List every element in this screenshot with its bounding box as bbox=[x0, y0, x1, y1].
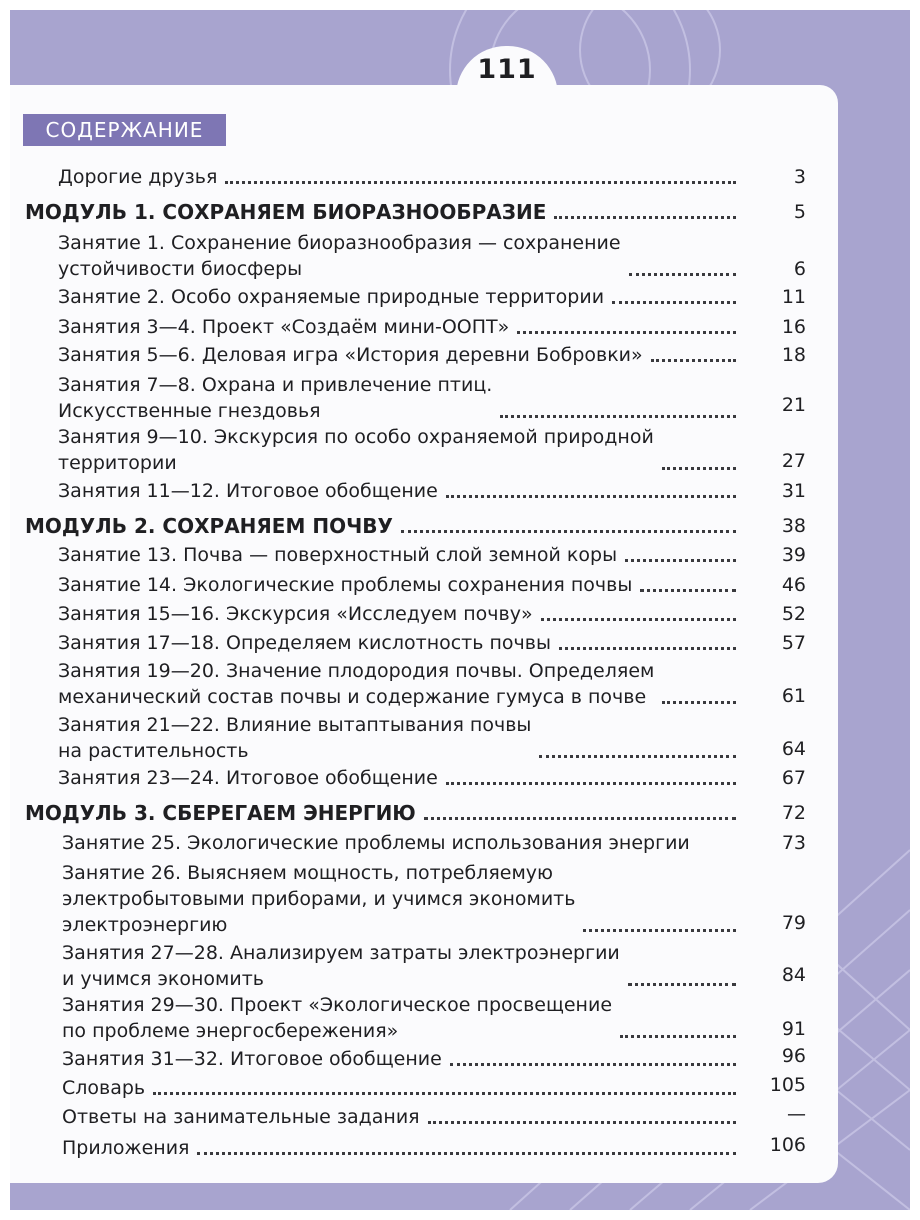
toc-entry-page: 31 bbox=[781, 480, 806, 502]
toc-entry-page: 46 bbox=[781, 574, 806, 596]
toc-entry[interactable] bbox=[62, 860, 744, 938]
toc-entry-title-line2: на растительность bbox=[58, 740, 249, 762]
toc-entry-page: 18 bbox=[781, 344, 806, 366]
toc-entry-page: 21 bbox=[781, 394, 806, 416]
toc-entry-title: Занятия 17—18. Определяем кислотность почвы bbox=[58, 632, 551, 654]
toc-entry-title-line2: Искусственные гнездовья bbox=[58, 400, 321, 422]
toc-entry-title: Словарь bbox=[62, 1077, 146, 1099]
toc-entry[interactable] bbox=[58, 630, 744, 656]
toc-entry-title: Занятие 25. Экологические проблемы использования энергии bbox=[62, 832, 690, 854]
leader-dots bbox=[628, 983, 736, 986]
leader-dots bbox=[662, 701, 736, 704]
leader-dots bbox=[612, 301, 736, 304]
toc-entry-title: Занятия 7—8. Охрана и привлечение птиц. bbox=[58, 374, 493, 396]
toc-entry-page: 57 bbox=[781, 632, 806, 654]
toc-entry-page: 5 bbox=[793, 201, 806, 223]
toc-entry-title: Занятия 21—22. Влияние вытаптывания почвы bbox=[58, 714, 532, 736]
leader-dots bbox=[554, 216, 736, 219]
leader-dots bbox=[629, 273, 736, 276]
toc-entry[interactable] bbox=[62, 1075, 744, 1101]
toc-entry-title: Занятия 5—6. Деловая игра «История деревни Бобровки» bbox=[58, 344, 643, 366]
toc-entry[interactable] bbox=[58, 765, 744, 791]
leader-dots bbox=[559, 647, 736, 650]
toc-entry[interactable] bbox=[58, 478, 744, 504]
toc-entry-title: Занятие 1. Сохранение биоразнообразия — сохранение bbox=[58, 232, 621, 254]
leader-dots bbox=[424, 817, 736, 820]
leader-dots bbox=[662, 467, 736, 470]
toc-entry-page: 27 bbox=[781, 450, 806, 472]
toc-entry-title: Занятия 15—16. Экскурсия «Исследуем почву» bbox=[58, 603, 533, 625]
leader-dots bbox=[401, 530, 736, 533]
toc-module-title: МОДУЛЬ 2. СОХРАНЯЕМ ПОЧВУ bbox=[25, 514, 393, 538]
toc-entry[interactable] bbox=[58, 658, 744, 710]
leader-dots bbox=[446, 495, 736, 498]
toc-entry[interactable] bbox=[58, 712, 744, 764]
toc-entry-title: Занятия 29—30. Проект «Экологическое просвещение bbox=[62, 994, 613, 1016]
toc-entry[interactable] bbox=[58, 314, 744, 340]
leader-dots bbox=[640, 589, 736, 592]
leader-dots bbox=[225, 181, 736, 184]
toc-entry-page: 11 bbox=[781, 286, 806, 308]
toc-entry-page: 72 bbox=[781, 802, 806, 824]
toc-entry[interactable] bbox=[58, 601, 744, 627]
toc-entry-page: 79 bbox=[781, 912, 806, 934]
leader-dots bbox=[539, 755, 736, 758]
toc-entry-title-line2: электробытовыми приборами, и учимся экономить bbox=[62, 888, 576, 910]
leader-dots bbox=[153, 1092, 736, 1095]
leader-dots bbox=[541, 618, 736, 621]
toc-entry-title: Занятия 11—12. Итоговое обобщение bbox=[58, 480, 438, 502]
toc-entry[interactable] bbox=[62, 1104, 744, 1130]
leader-dots bbox=[583, 929, 736, 932]
leader-dots bbox=[651, 359, 736, 362]
leader-dots bbox=[450, 1063, 736, 1066]
toc-entry-title: Приложения bbox=[62, 1137, 190, 1159]
toc-entry[interactable] bbox=[58, 342, 744, 368]
toc-entry-page: 3 bbox=[793, 166, 806, 188]
toc-entry[interactable] bbox=[62, 992, 744, 1044]
toc-entry[interactable] bbox=[62, 1046, 744, 1072]
toc-entry[interactable] bbox=[58, 230, 744, 282]
toc-entry-page: 61 bbox=[781, 685, 806, 707]
toc-entry[interactable] bbox=[58, 284, 744, 310]
toc-entry-title: Занятия 3—4. Проект «Создаём мини-ООПТ» bbox=[58, 316, 510, 338]
toc-entry-title: Занятия 9—10. Экскурсия по особо охраняемой природной bbox=[58, 426, 654, 448]
toc-heading: СОДЕРЖАНИЕ bbox=[23, 114, 226, 146]
toc-entry[interactable] bbox=[58, 424, 744, 476]
toc-entry-page: 105 bbox=[769, 1074, 806, 1096]
toc-module-title: МОДУЛЬ 1. СОХРАНЯЕМ БИОРАЗНООБРАЗИЕ bbox=[25, 200, 547, 224]
toc-entry-page: 106 bbox=[769, 1134, 806, 1156]
toc-entry-title-line2: по проблеме энергосбережения» bbox=[62, 1020, 399, 1042]
toc-entry-page: 67 bbox=[781, 767, 806, 789]
toc-entry-page: 6 bbox=[793, 258, 806, 280]
toc-module-entry[interactable] bbox=[25, 199, 744, 225]
leader-dots bbox=[446, 782, 736, 785]
toc-entry[interactable] bbox=[58, 542, 744, 568]
toc-entry-page: 84 bbox=[781, 964, 806, 986]
toc-entry-page: 64 bbox=[781, 738, 806, 760]
toc-entry-title-line2: механический состав почвы и содержание гумуса в почве bbox=[58, 686, 647, 708]
toc-entry-page: 52 bbox=[781, 603, 806, 625]
toc-entry-title-line2: территории bbox=[58, 452, 177, 474]
toc-entry-title: Занятия 23—24. Итоговое обобщение bbox=[58, 767, 438, 789]
leader-dots bbox=[197, 1152, 736, 1155]
toc-entry-page: 16 bbox=[781, 316, 806, 338]
toc-entry[interactable] bbox=[58, 372, 744, 424]
leader-dots bbox=[517, 331, 736, 334]
toc-entry-page: 91 bbox=[781, 1018, 806, 1040]
toc-entry-page: 39 bbox=[781, 544, 806, 566]
toc-entry-page: — bbox=[787, 1103, 806, 1125]
toc-entry-title: Ответы на занимательные задания bbox=[62, 1106, 420, 1128]
toc-module-entry[interactable] bbox=[25, 513, 744, 539]
leader-dots bbox=[620, 1035, 736, 1038]
toc-entry[interactable] bbox=[62, 1135, 744, 1161]
toc-entry-title: Занятия 27—28. Анализируем затраты электроэнергии bbox=[62, 942, 620, 964]
toc-entry-title: Занятия 19—20. Значение плодородия почвы. Определяем bbox=[58, 660, 655, 682]
toc-entry-page: 73 bbox=[781, 832, 806, 854]
toc-entry[interactable] bbox=[58, 164, 744, 190]
toc-entry-title: Занятие 2. Особо охраняемые природные территории bbox=[58, 286, 605, 308]
toc-entry[interactable] bbox=[62, 830, 744, 856]
toc-entry-title-line2: и учимся экономить bbox=[62, 968, 264, 990]
page-number: 111 bbox=[477, 54, 537, 85]
leader-dots bbox=[625, 559, 736, 562]
toc-entry-title: Занятие 26. Выясняем мощность, потребляемую bbox=[62, 862, 554, 884]
toc-entry-title-line3: электроэнергию bbox=[62, 914, 228, 936]
toc-entry-page: 96 bbox=[781, 1045, 806, 1067]
toc-entry-page: 38 bbox=[781, 515, 806, 537]
toc-entry-title: Дорогие друзья bbox=[58, 166, 218, 188]
toc-entry-title-line2: устойчивости биосферы bbox=[58, 258, 303, 280]
toc-module-entry[interactable] bbox=[25, 800, 744, 826]
leader-dots bbox=[500, 415, 736, 418]
toc-entry-title: Занятие 13. Почва — поверхностный слой земной коры bbox=[58, 544, 618, 566]
toc-module-title: МОДУЛЬ 3. СБЕРЕГАЕМ ЭНЕРГИЮ bbox=[25, 801, 416, 825]
toc-entry[interactable] bbox=[62, 940, 744, 992]
toc-entry-title: Занятия 31—32. Итоговое обобщение bbox=[62, 1048, 442, 1070]
toc-entry-title: Занятие 14. Экологические проблемы сохранения почвы bbox=[58, 574, 633, 596]
leader-dots bbox=[428, 1121, 736, 1124]
toc-entry[interactable] bbox=[58, 572, 744, 598]
